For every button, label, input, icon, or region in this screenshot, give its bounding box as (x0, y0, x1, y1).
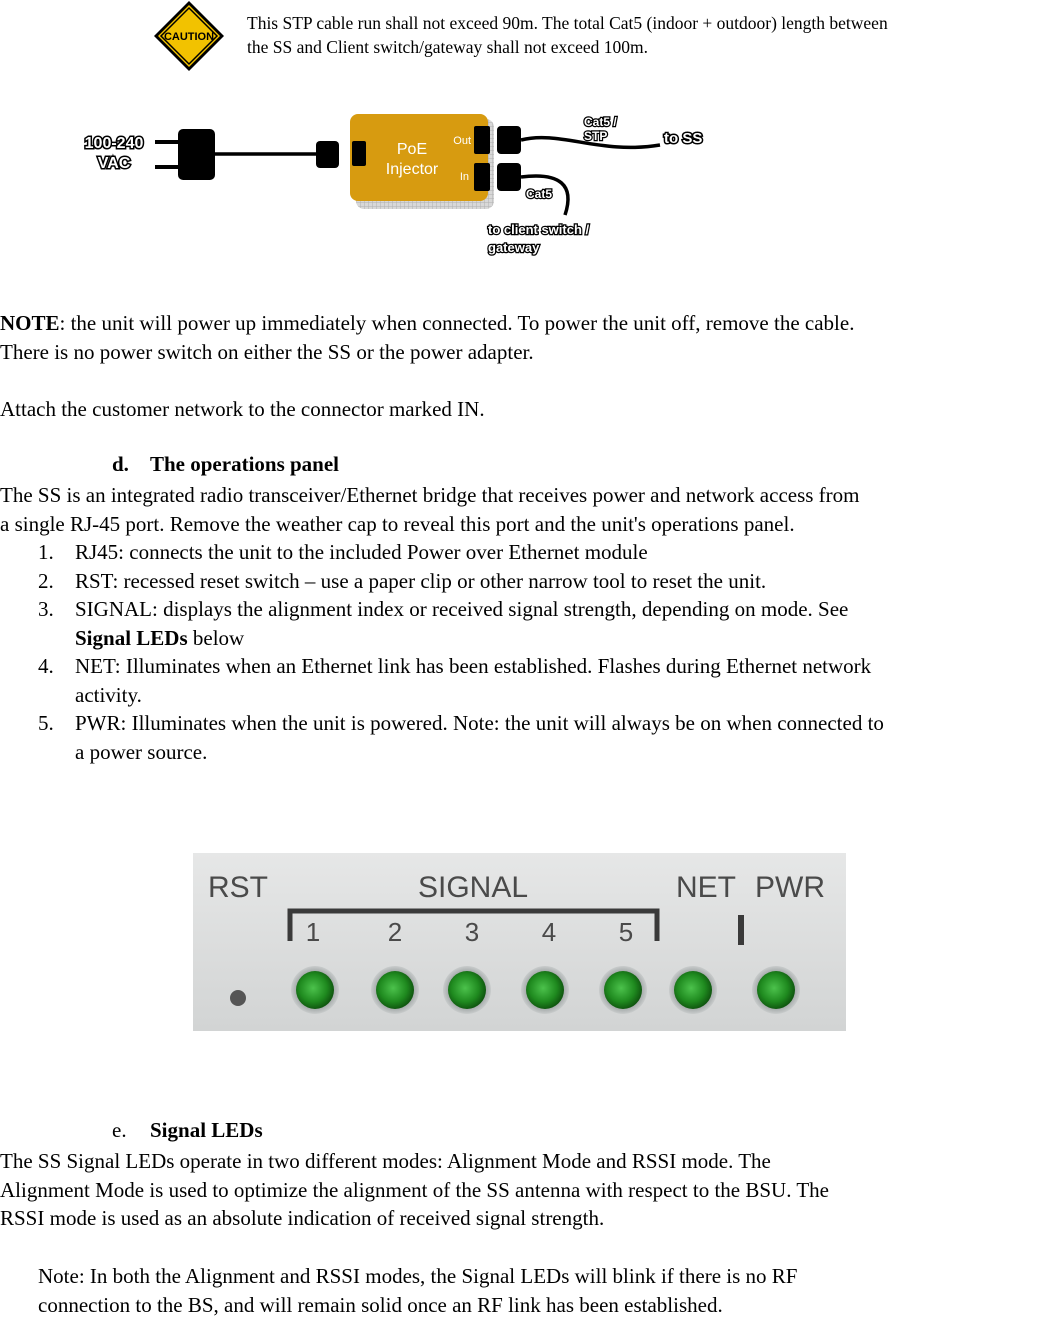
port-in-label: In (460, 171, 469, 183)
net-indicator-bar (738, 915, 744, 945)
list-item-text: SIGNAL: displays the alignment index or received signal strength, depending on mode. See (75, 595, 1037, 624)
net-led (669, 966, 717, 1014)
list-item-number: 2. (38, 567, 54, 596)
note-line2: There is no power switch on either the SS or the power adapter. (0, 338, 1037, 367)
in-cable-plug (497, 163, 521, 191)
cable-bottom-label: Cat5 (526, 187, 552, 201)
signal-number-1: 1 (306, 917, 320, 947)
signal-led-2 (371, 966, 419, 1014)
caution-text (247, 11, 1037, 59)
panel-signal-label: SIGNAL (418, 871, 528, 904)
signal-led-1 (291, 966, 339, 1014)
list-item (0, 709, 1037, 766)
poe-wiring-diagram (0, 90, 1037, 270)
list-item (0, 652, 1037, 709)
caution-text-line1: This STP cable run shall not exceed 90m. The total Cat5 (indoor + outdoor) length between (247, 11, 1037, 35)
note-paragraph (0, 309, 1037, 366)
injector-label-line1: PoE (397, 141, 427, 158)
note-bold: NOTE (0, 311, 60, 335)
note-line1-text: : the unit will power up immediately when connected. To power the unit off, remove the cable. (60, 311, 855, 335)
panel-rst-label: RST (208, 871, 268, 904)
plug-prong-bottom (155, 165, 179, 169)
section-e-line1: The SS Signal LEDs operate in two different modes: Alignment Mode and RSSI mode. The (0, 1147, 1037, 1176)
list-item-text: RST: recessed reset switch – use a paper clip or other narrow tool to reset the unit. (75, 567, 1037, 596)
power-label-line2: VAC (98, 155, 131, 172)
section-e-line2: Alignment Mode is used to optimize the alignment of the SS antenna with respect to the BSU. The (0, 1176, 1037, 1205)
list-item (0, 567, 1037, 596)
caution-sign-label: CAUTION (164, 31, 214, 43)
injector-in-port (474, 163, 490, 191)
list-item-text: PWR: Illuminates when the unit is powered. Note: the unit will always be on when connected to (75, 709, 1037, 738)
signal-number-3: 3 (465, 917, 479, 947)
injector-out-port (474, 126, 490, 154)
section-e-letter: e. (112, 1118, 127, 1143)
section-e-body (0, 1147, 1037, 1233)
signal-leds-ref: Signal LEDs (75, 626, 188, 650)
section-d-title: The operations panel (150, 452, 339, 477)
panel-pwr-label: PWR (755, 871, 825, 904)
list-item-text-line2: activity. (75, 681, 1037, 710)
list-item (0, 538, 1037, 567)
pwr-led (752, 966, 800, 1014)
signal-number-4: 4 (542, 917, 556, 947)
list-item-number: 3. (38, 595, 54, 624)
cable-top-label-line2: STP (584, 129, 607, 143)
section-e-title: Signal LEDs (150, 1118, 263, 1143)
section-d-intro-line2: a single RJ-45 port. Remove the weather cap to reveal this port and the unit's operations panel. (0, 510, 1037, 539)
caution-text-line2: the SS and Client switch/gateway shall not exceed 100m. (247, 35, 1037, 59)
plug-prong-top (155, 140, 179, 144)
to-ss-label: to SS (664, 130, 702, 147)
attach-paragraph: Attach the customer network to the connector marked IN. (0, 395, 1037, 424)
wall-plug (178, 129, 215, 180)
note-line1 (0, 309, 1037, 338)
section-e-note-line1: Note: In both the Alignment and RSSI modes, the Signal LEDs will blink if there is no RF (38, 1262, 1037, 1291)
signal-led-4 (521, 966, 569, 1014)
list-item-text: NET: Illuminates when an Ethernet link has been established. Flashes during Ethernet network (75, 652, 1037, 681)
list-item-text-line2: a power source. (75, 738, 1037, 767)
list-item-number: 1. (38, 538, 54, 567)
panel-net-label: NET (676, 871, 736, 904)
power-label-line1: 100-240 (85, 135, 144, 152)
list-item-number: 5. (38, 709, 54, 738)
section-e-note (38, 1262, 1037, 1319)
section-d-intro (0, 481, 1037, 538)
operations-panel-image (193, 853, 846, 1031)
power-connector (316, 141, 339, 168)
section-e-note-line2: connection to the BS, and will remain solid once an RF link has been established. (38, 1291, 1037, 1319)
list-item (0, 595, 1037, 652)
list-item-text-rest: below (188, 626, 245, 650)
section-d-intro-line1: The SS is an integrated radio transceiver/Ethernet bridge that receives power and network access from (0, 481, 1037, 510)
out-cable-plug (497, 126, 521, 154)
signal-led-5 (599, 966, 647, 1014)
client-label-line1: to client switch / (488, 222, 590, 237)
injector-power-jack (352, 141, 366, 166)
client-label-line2: gateway (488, 240, 540, 255)
port-out-label: Out (453, 135, 471, 147)
section-e-line3: RSSI mode is used as an absolute indication of received signal strength. (0, 1204, 1037, 1233)
operations-list (0, 538, 1037, 766)
list-item-text: RJ45: connects the unit to the included Power over Ethernet module (75, 538, 1037, 567)
reset-hole (230, 990, 246, 1006)
list-item-text-line2 (75, 624, 1037, 653)
section-d-letter: d. (112, 452, 129, 477)
signal-number-2: 2 (388, 917, 402, 947)
caution-sign (153, 0, 225, 72)
cable-top-label-line1: Cat5 / (584, 115, 617, 129)
list-item-number: 4. (38, 652, 54, 681)
signal-led-3 (443, 966, 491, 1014)
injector-label-line2: Injector (386, 161, 439, 178)
signal-number-5: 5 (619, 917, 633, 947)
